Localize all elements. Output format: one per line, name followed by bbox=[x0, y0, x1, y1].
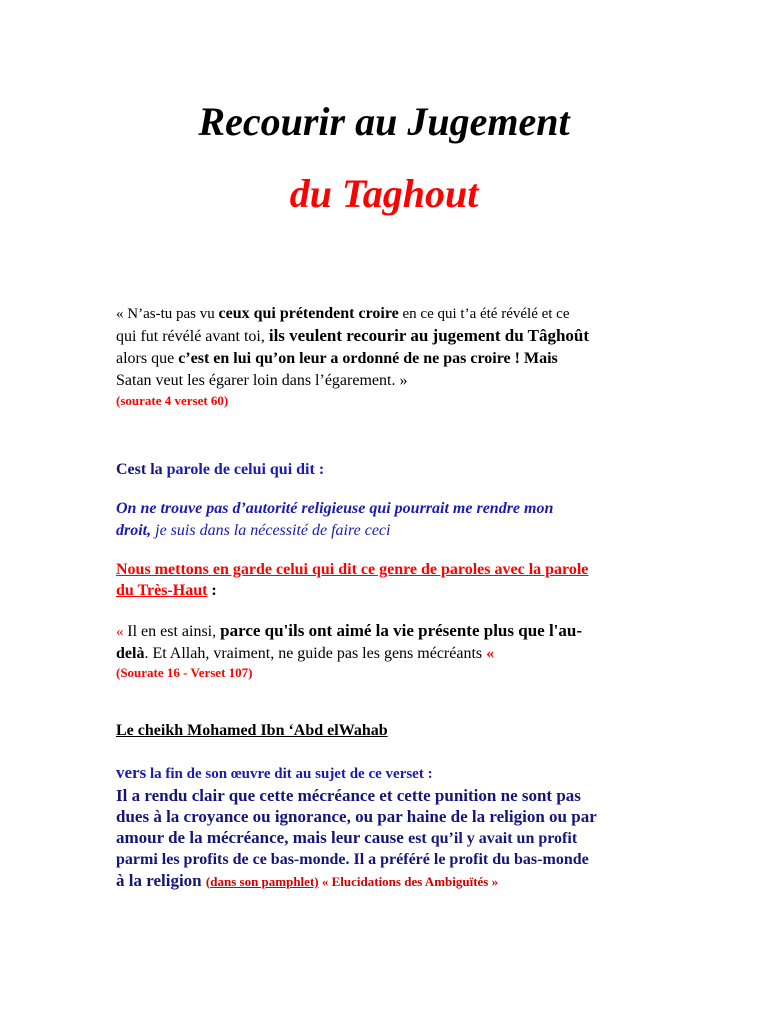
verse-1-text: en ce qui t’a été révélé et ce bbox=[398, 306, 570, 322]
verse-1-reference: (sourate 4 verset 60) bbox=[116, 393, 229, 408]
commentary bbox=[116, 762, 661, 892]
verse-2 bbox=[116, 620, 661, 682]
verse-1-text: alors que bbox=[116, 350, 179, 367]
verse-2-text-bold: delà bbox=[116, 645, 145, 662]
quoted-saying bbox=[116, 498, 661, 542]
warning-line: du Très-Haut bbox=[116, 582, 208, 599]
title-line-1: Recourir au Jugement bbox=[198, 99, 570, 144]
verse-1 bbox=[116, 303, 661, 410]
verse-2-text: . Et Allah, vraiment, ne guide pas les gens mécréants bbox=[144, 645, 487, 662]
quoted-saying-line: droit, bbox=[116, 522, 152, 539]
author-heading bbox=[116, 720, 661, 742]
verse-1-text-bold: ceux qui prétendent croire bbox=[218, 305, 399, 322]
quote-intro-text: Cest la bbox=[116, 461, 167, 478]
quote-intro bbox=[116, 459, 661, 481]
verse-1-text: qui fut révélé avant toi, bbox=[116, 328, 269, 345]
verse-1-text-bold: ils veulent recourir au jugement du Tâghoût bbox=[268, 326, 590, 345]
commentary-line: ( bbox=[205, 874, 211, 889]
verse-2-text: « bbox=[116, 624, 128, 640]
pamphlet-title: « Elucidations des Ambiguïtés » bbox=[318, 874, 499, 889]
commentary-line: est qu’il y avait un profit bbox=[408, 830, 578, 847]
quoted-saying-line: On ne trouve pas d’autorité religieuse qui pourrait me rendre mon bbox=[116, 500, 554, 517]
verse-1-text: « N’as-tu pas vu bbox=[116, 306, 219, 322]
quoted-saying-line: je suis dans la nécessité de faire ceci bbox=[151, 522, 391, 539]
warning-line: : bbox=[207, 582, 217, 599]
commentary-line: amour de la mécréance, mais leur cause bbox=[116, 828, 409, 847]
quote-intro-text: parole de celui qui dit : bbox=[166, 461, 325, 478]
pamphlet-reference: dans son pamphlet) bbox=[210, 874, 319, 889]
warning-paragraph bbox=[116, 559, 661, 601]
verse-1-text: Satan bbox=[116, 372, 156, 389]
commentary-line: dues à la croyance ou ignorance, ou par haine de la religion ou par bbox=[116, 807, 597, 826]
warning-line: Nous mettons en garde celui qui dit ce genre de paroles avec la parole bbox=[116, 561, 589, 578]
verse-2-text-bold: parce qu'ils ont aimé la vie présente plus que l'au- bbox=[220, 621, 583, 640]
verse-2-text: « bbox=[486, 645, 495, 662]
title-line-2: du Taghout bbox=[289, 171, 479, 216]
author-name: Le cheikh Mohamed Ibn ‘Abd elWahab bbox=[116, 722, 388, 739]
commentary-line: Il a rendu clair que cette mécréance et cette punition ne sont pas bbox=[116, 786, 581, 805]
commentary-intro: la fin de son œuvre dit au sujet de ce verset : bbox=[146, 766, 433, 782]
verse-1-text-bold: c’est en lui qu’on leur a ordonné de ne pas croire ! Mais bbox=[178, 350, 558, 367]
commentary-line: parmi les profits de ce bas-monde. Il a préféré le profit du bas-monde bbox=[116, 851, 589, 868]
verse-2-text: Il en est ainsi, bbox=[127, 623, 221, 640]
commentary-line: à la religion bbox=[116, 871, 206, 890]
verse-2-reference: (Sourate 16 - Verset 107) bbox=[116, 665, 253, 680]
verse-1-text: veut les égarer loin dans l’égarement. » bbox=[155, 372, 408, 389]
commentary-intro: vers bbox=[116, 763, 147, 782]
